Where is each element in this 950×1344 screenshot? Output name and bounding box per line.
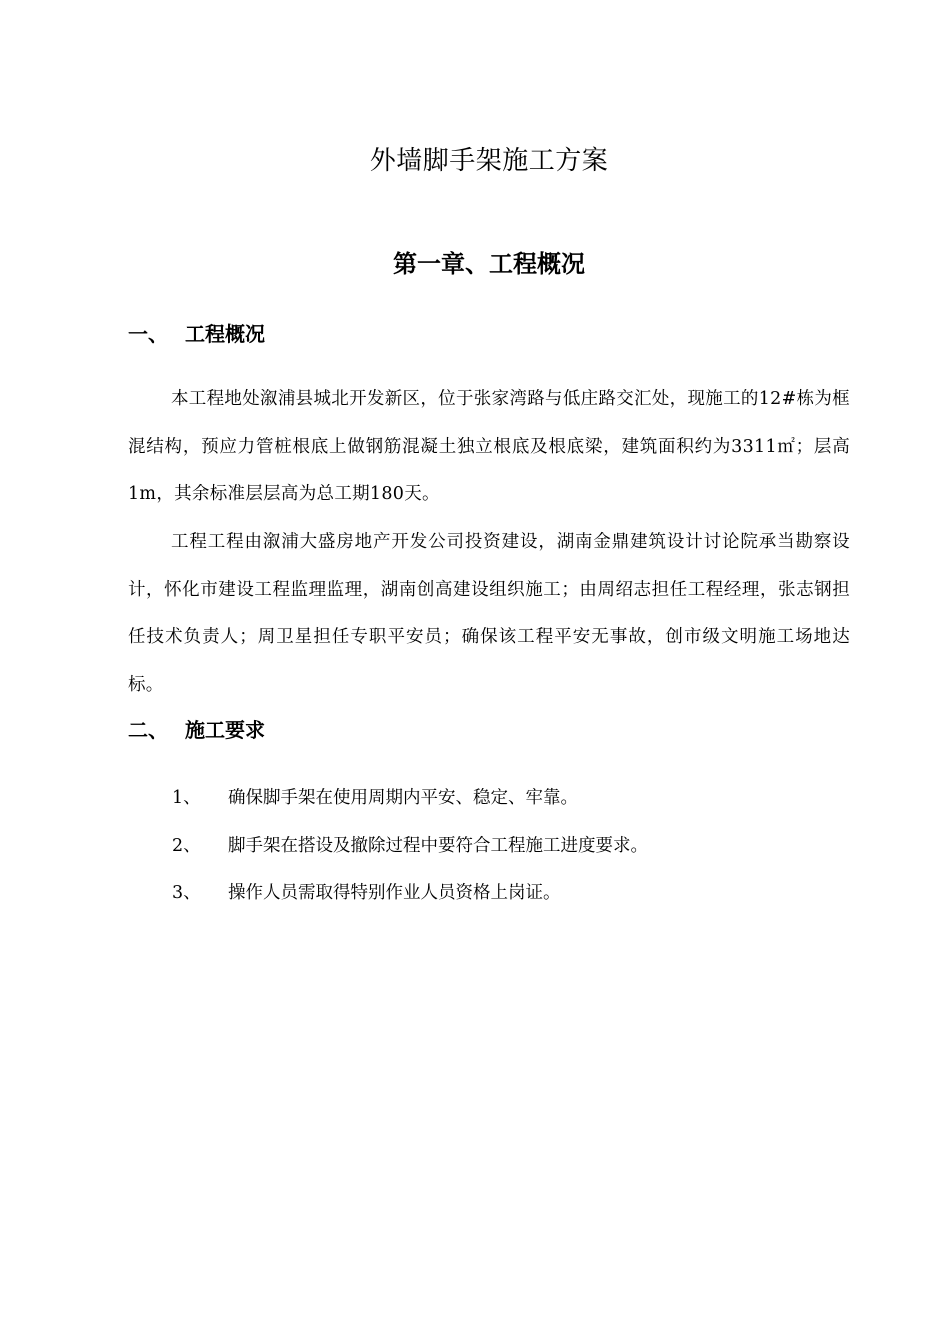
requirement-text: 确保脚手架在使用周期内平安、稳定、牢靠。	[228, 788, 578, 808]
requirement-item	[172, 834, 648, 858]
paragraph-project-parties: 工程工程由溆浦大盛房地产开发公司投资建设，湖南金鼎建筑设计讨论院承当勘察设计，怀化市建设工程监理监理，湖南创高建设组织施工；由周绍志担任工程经理，张志钢担任技术负责人；周卫星担任专职平安员；确保该工程平安无事故，创市级文明施工场地达标。	[128, 532, 850, 695]
requirement-text: 操作人员需取得特别作业人员资格上岗证。	[228, 883, 561, 903]
section-number: 一、	[128, 322, 168, 346]
requirement-index: 2、	[172, 836, 201, 856]
requirement-item	[172, 881, 561, 905]
requirement-index: 3、	[172, 883, 201, 903]
section-heading-requirements	[128, 714, 265, 743]
requirement-item	[172, 786, 578, 810]
paragraph-project-location: 本工程地处溆浦县城北开发新区，位于张家湾路与低庄路交汇处，现施工的12#栋为框混结构，预应力管桩根底上做钢筋混凝土独立根底及根底梁，建筑面积约为3311㎡；层高1m，其余标准层层高为总工期180天。	[128, 389, 850, 504]
section-heading-text: 工程概况	[185, 322, 265, 346]
section-heading-overview	[128, 318, 265, 347]
section-heading-text: 施工要求	[185, 718, 265, 742]
requirement-index: 1、	[172, 788, 201, 808]
document-title: 外墙脚手架施工方案	[369, 146, 609, 176]
chapter-title: 第一章、工程概况	[393, 250, 585, 278]
requirement-text: 脚手架在搭设及撤除过程中要符合工程施工进度要求。	[228, 836, 648, 856]
section-number: 二、	[128, 718, 168, 742]
